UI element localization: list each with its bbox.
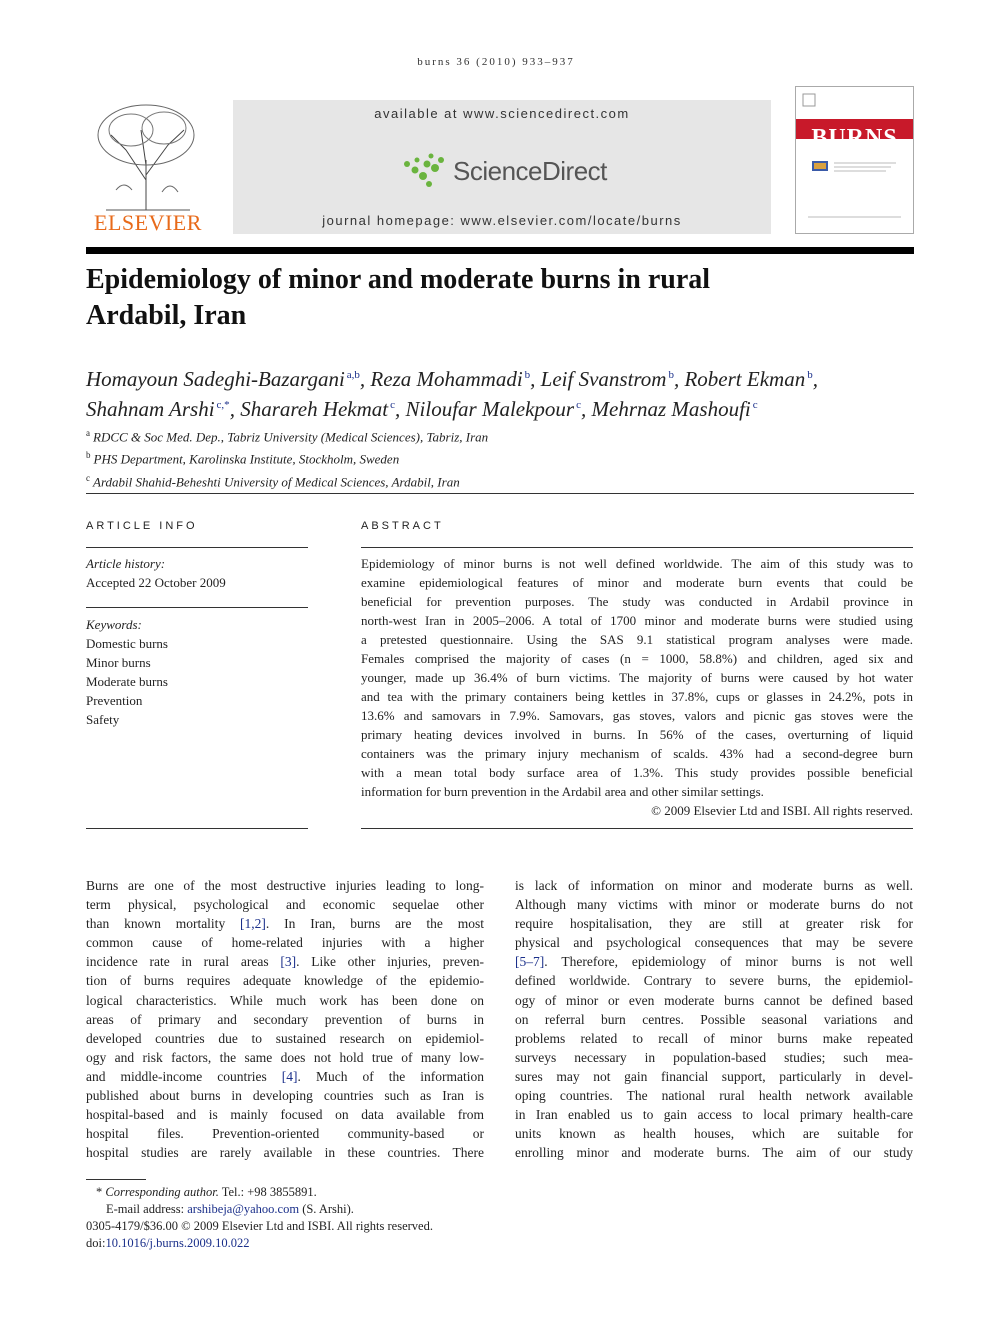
body-line: term physical, psychological and economic sequelae other	[86, 897, 484, 913]
affiliation: $^b$ PHS Department, Karolinska Institute, Stockholm, Sweden	[86, 450, 400, 467]
abstract-line: information for burn prevention in the Ardabil area and other similar settings.	[361, 784, 764, 799]
body-line: Burns are one of the most destructive injuries leading to long-	[86, 878, 484, 893]
abstract-bottom-rule	[361, 828, 913, 829]
elsevier-logo[interactable]	[86, 100, 210, 236]
body-line: hospital files. Prevention-oriented community-based or	[86, 1126, 484, 1142]
author[interactable]: Leif Svanstrom $^b$,	[540, 367, 680, 391]
body-line: ogy of minor or even moderate burns cannot be defined based	[515, 992, 913, 1008]
abstract-line: with a mean total body surface area of 1.3%. This study provides possible beneficial	[361, 765, 913, 780]
article-info-rule	[86, 547, 308, 548]
author[interactable]: Shahnam Arshi $^{c,*}$,	[86, 397, 235, 421]
keywords	[86, 615, 308, 729]
citation-link[interactable]: [4]	[281, 1068, 298, 1084]
journal-cover[interactable]	[795, 86, 914, 234]
accepted-date: Accepted 22 October 2009	[86, 575, 226, 590]
abstract-line: examine epidemiological features of minor and moderate burn events that could be	[361, 575, 913, 590]
body-line: tion of burns requires adequate knowledge of the epidemio-	[86, 973, 484, 989]
running-head: burns 36 (2010) 933–937	[417, 56, 575, 68]
keyword: Prevention	[86, 693, 143, 708]
affiliation: $^a$ RDCC & Soc Med. Dep., Tabriz University (Medical Sciences), Tabriz, Iran	[86, 428, 489, 445]
body-line: Although many victims with minor or moderate burns do not	[515, 897, 913, 913]
article-history	[86, 554, 308, 592]
citation-link[interactable]: [5–7]	[515, 954, 545, 970]
body-line: defined worldwide. Contrary to severe burns, the epidemiol-	[515, 973, 913, 989]
keywords-rule	[86, 607, 308, 608]
body-line: hospital-based and is mainly focused on data available from	[86, 1107, 484, 1123]
abstract-line: north-west Iran in 2005–2006. A total of 1700 minor and moderate burns were studied using	[361, 613, 913, 628]
title-line-1: Epidemiology of minor and moderate burns in rural	[86, 264, 711, 295]
email-link[interactable]: arshibeja@yahoo.com	[187, 1202, 300, 1216]
abstract-line: primary heating devices involved in burns. In 56% of the cases, overturning of liquid	[361, 727, 913, 742]
keyword: Domestic burns	[86, 636, 168, 651]
citation-link[interactable]: [1,2]	[240, 916, 266, 932]
email-note: E-mail address: arshibeja@yahoo.com (S. Arshi).	[106, 1202, 354, 1216]
elsevier-wordmark: ELSEVIER	[94, 210, 202, 235]
keyword: Minor burns	[86, 655, 151, 670]
citation-link[interactable]: [3]	[280, 954, 297, 970]
body-line: and middle-income countries [4]. Much of the information	[86, 1068, 484, 1084]
sciencedirect-logo[interactable]	[401, 152, 621, 192]
affiliation: $^c$ Ardabil Shahid-Beheshti University of Medical Sciences, Ardabil, Iran	[86, 472, 460, 489]
abstract-copyright: © 2009 Elsevier Ltd and ISBI. All rights reserved.	[651, 803, 913, 818]
body-line: developed countries due to sustained research on epidemiol-	[86, 1030, 484, 1046]
abstract-line: and tea with the primary containers being kettles in 37.8%, cups or glasses in 24.2%, pots in	[361, 689, 913, 704]
body-column-left	[86, 876, 484, 1162]
body-line: enrolling minor and moderate burns. The aim of our study	[515, 1145, 913, 1161]
author[interactable]: Niloufar Malekpour $^c$,	[405, 397, 587, 421]
sciencedirect-wordmark: ScienceDirect	[453, 156, 607, 186]
body-line: require hospitalisation, they are still at greater risk for	[515, 916, 913, 932]
keyword: Moderate burns	[86, 674, 168, 689]
abstract-line: younger, made up 36.4% of burn victims. The majority of burns were caused by hot water	[361, 670, 913, 685]
body-line: than known mortality [1,2]. In Iran, burns are the most	[86, 916, 484, 932]
body-line: units known as health houses, which are suitable for	[515, 1126, 913, 1142]
sciencedirect-banner	[233, 100, 771, 234]
cover-title: BURNS	[811, 125, 898, 151]
doi-line: doi:10.1016/j.burns.2009.10.022	[86, 1236, 250, 1250]
article-title	[86, 262, 886, 334]
body-line: incidence rate in rural areas [3]. Like other injuries, preven-	[86, 954, 484, 970]
abstract-rule	[361, 547, 913, 548]
abstract-line: Females comprised the majority of cases (n = 1000, 58.8%) and children, aged six and	[361, 651, 913, 666]
body-line: is lack of information on minor and moderate burns as well.	[515, 878, 913, 893]
history-label: Article history:	[86, 556, 166, 571]
body-line: areas of primary and secondary prevention of burns in	[86, 1011, 484, 1027]
available-at-text[interactable]: available at www.sciencedirect.com	[374, 106, 630, 121]
body-line: on referral burn centres. Possible seasonal variations and	[515, 1011, 913, 1027]
body-line: hospital studies are rarely available in these countries. There	[86, 1145, 484, 1161]
elsevier-tree-icon	[86, 100, 210, 212]
body-line: logical characteristics. While much work has been done on	[86, 992, 484, 1008]
body-column-right	[515, 876, 913, 1162]
author-list	[86, 362, 916, 422]
body-line: oping countries. The national rural health network available	[515, 1088, 913, 1104]
doi-link[interactable]: 10.1016/j.burns.2009.10.022	[105, 1236, 250, 1250]
issn-line: 0305-4179/$36.00 © 2009 Elsevier Ltd and ISBI. All rights reserved.	[86, 1219, 433, 1233]
author[interactable]: Robert Ekman $^b$,	[684, 367, 818, 391]
affiliations	[86, 424, 886, 491]
keyword: Safety	[86, 712, 120, 727]
sciencedirect-dots-icon	[401, 152, 451, 192]
header-rule	[86, 247, 914, 254]
body-line: problems related to recall of minor burns make repeated	[515, 1030, 913, 1046]
body-line: sures may not gain financial support, particularly in devel-	[515, 1068, 913, 1084]
article-info-heading: ARTICLE INFO	[86, 520, 198, 532]
abstract-heading: ABSTRACT	[361, 520, 444, 532]
journal-homepage-text[interactable]: journal homepage: www.elsevier.com/locate/burns	[322, 213, 682, 228]
abstract-line: beneficial for prevention purposes. The study was conducted in Ardabil province in	[361, 594, 913, 609]
body-line: surveys necessary in population-based studies; such mea-	[515, 1049, 913, 1065]
cover-emblem-icon	[802, 93, 816, 107]
abstract-line: a pretested questionnaire. Using the SAS 9.1 statistical program analyses were made.	[361, 632, 913, 647]
cover-artwork-icon	[796, 149, 913, 229]
body-line: in Iran enabled us to gain access to local primary health-care	[515, 1107, 913, 1123]
author[interactable]: Mehrnaz Mashoufi $^c$	[591, 397, 758, 421]
article-info-bottom-rule	[86, 828, 308, 829]
author[interactable]: Reza Mohammadi $^b$,	[370, 367, 536, 391]
body-line: [5–7]. Therefore, epidemiology of minor burns is not well	[515, 954, 913, 970]
abstract-line: containers was the primary injury mechanism of scalds. 43% had a second-degree burn	[361, 746, 913, 761]
body-line: published about burns in developing countries such as Iran is	[86, 1088, 484, 1104]
corresponding-author-note: * Corresponding author. Tel.: +98 3855891.	[96, 1185, 317, 1199]
body-line: ogy and risk factors, the same does not hold true of many low-	[86, 1049, 484, 1065]
footnote-rule	[86, 1179, 146, 1180]
abstract-text	[361, 554, 913, 801]
title-line-2: Ardabil, Iran	[86, 300, 247, 331]
abstract-line: Epidemiology of minor burns is not well defined worldwide. The aim of this study was to	[361, 556, 913, 571]
section-divider	[86, 493, 914, 494]
body-line: physical and psychological consequences that may be severe	[515, 935, 913, 951]
body-line: common cause of home-related injuries with a higher	[86, 935, 484, 951]
author[interactable]: Homayoun Sadeghi-Bazargani $^{a,b}$,	[86, 367, 366, 391]
keywords-label: Keywords:	[86, 617, 142, 632]
abstract-line: 13.6% and samovars in 7.9%. Samovars, gas stoves, valors and picnic gas stoves were the	[361, 708, 913, 723]
author[interactable]: Sharareh Hekmat $^c$,	[240, 397, 401, 421]
